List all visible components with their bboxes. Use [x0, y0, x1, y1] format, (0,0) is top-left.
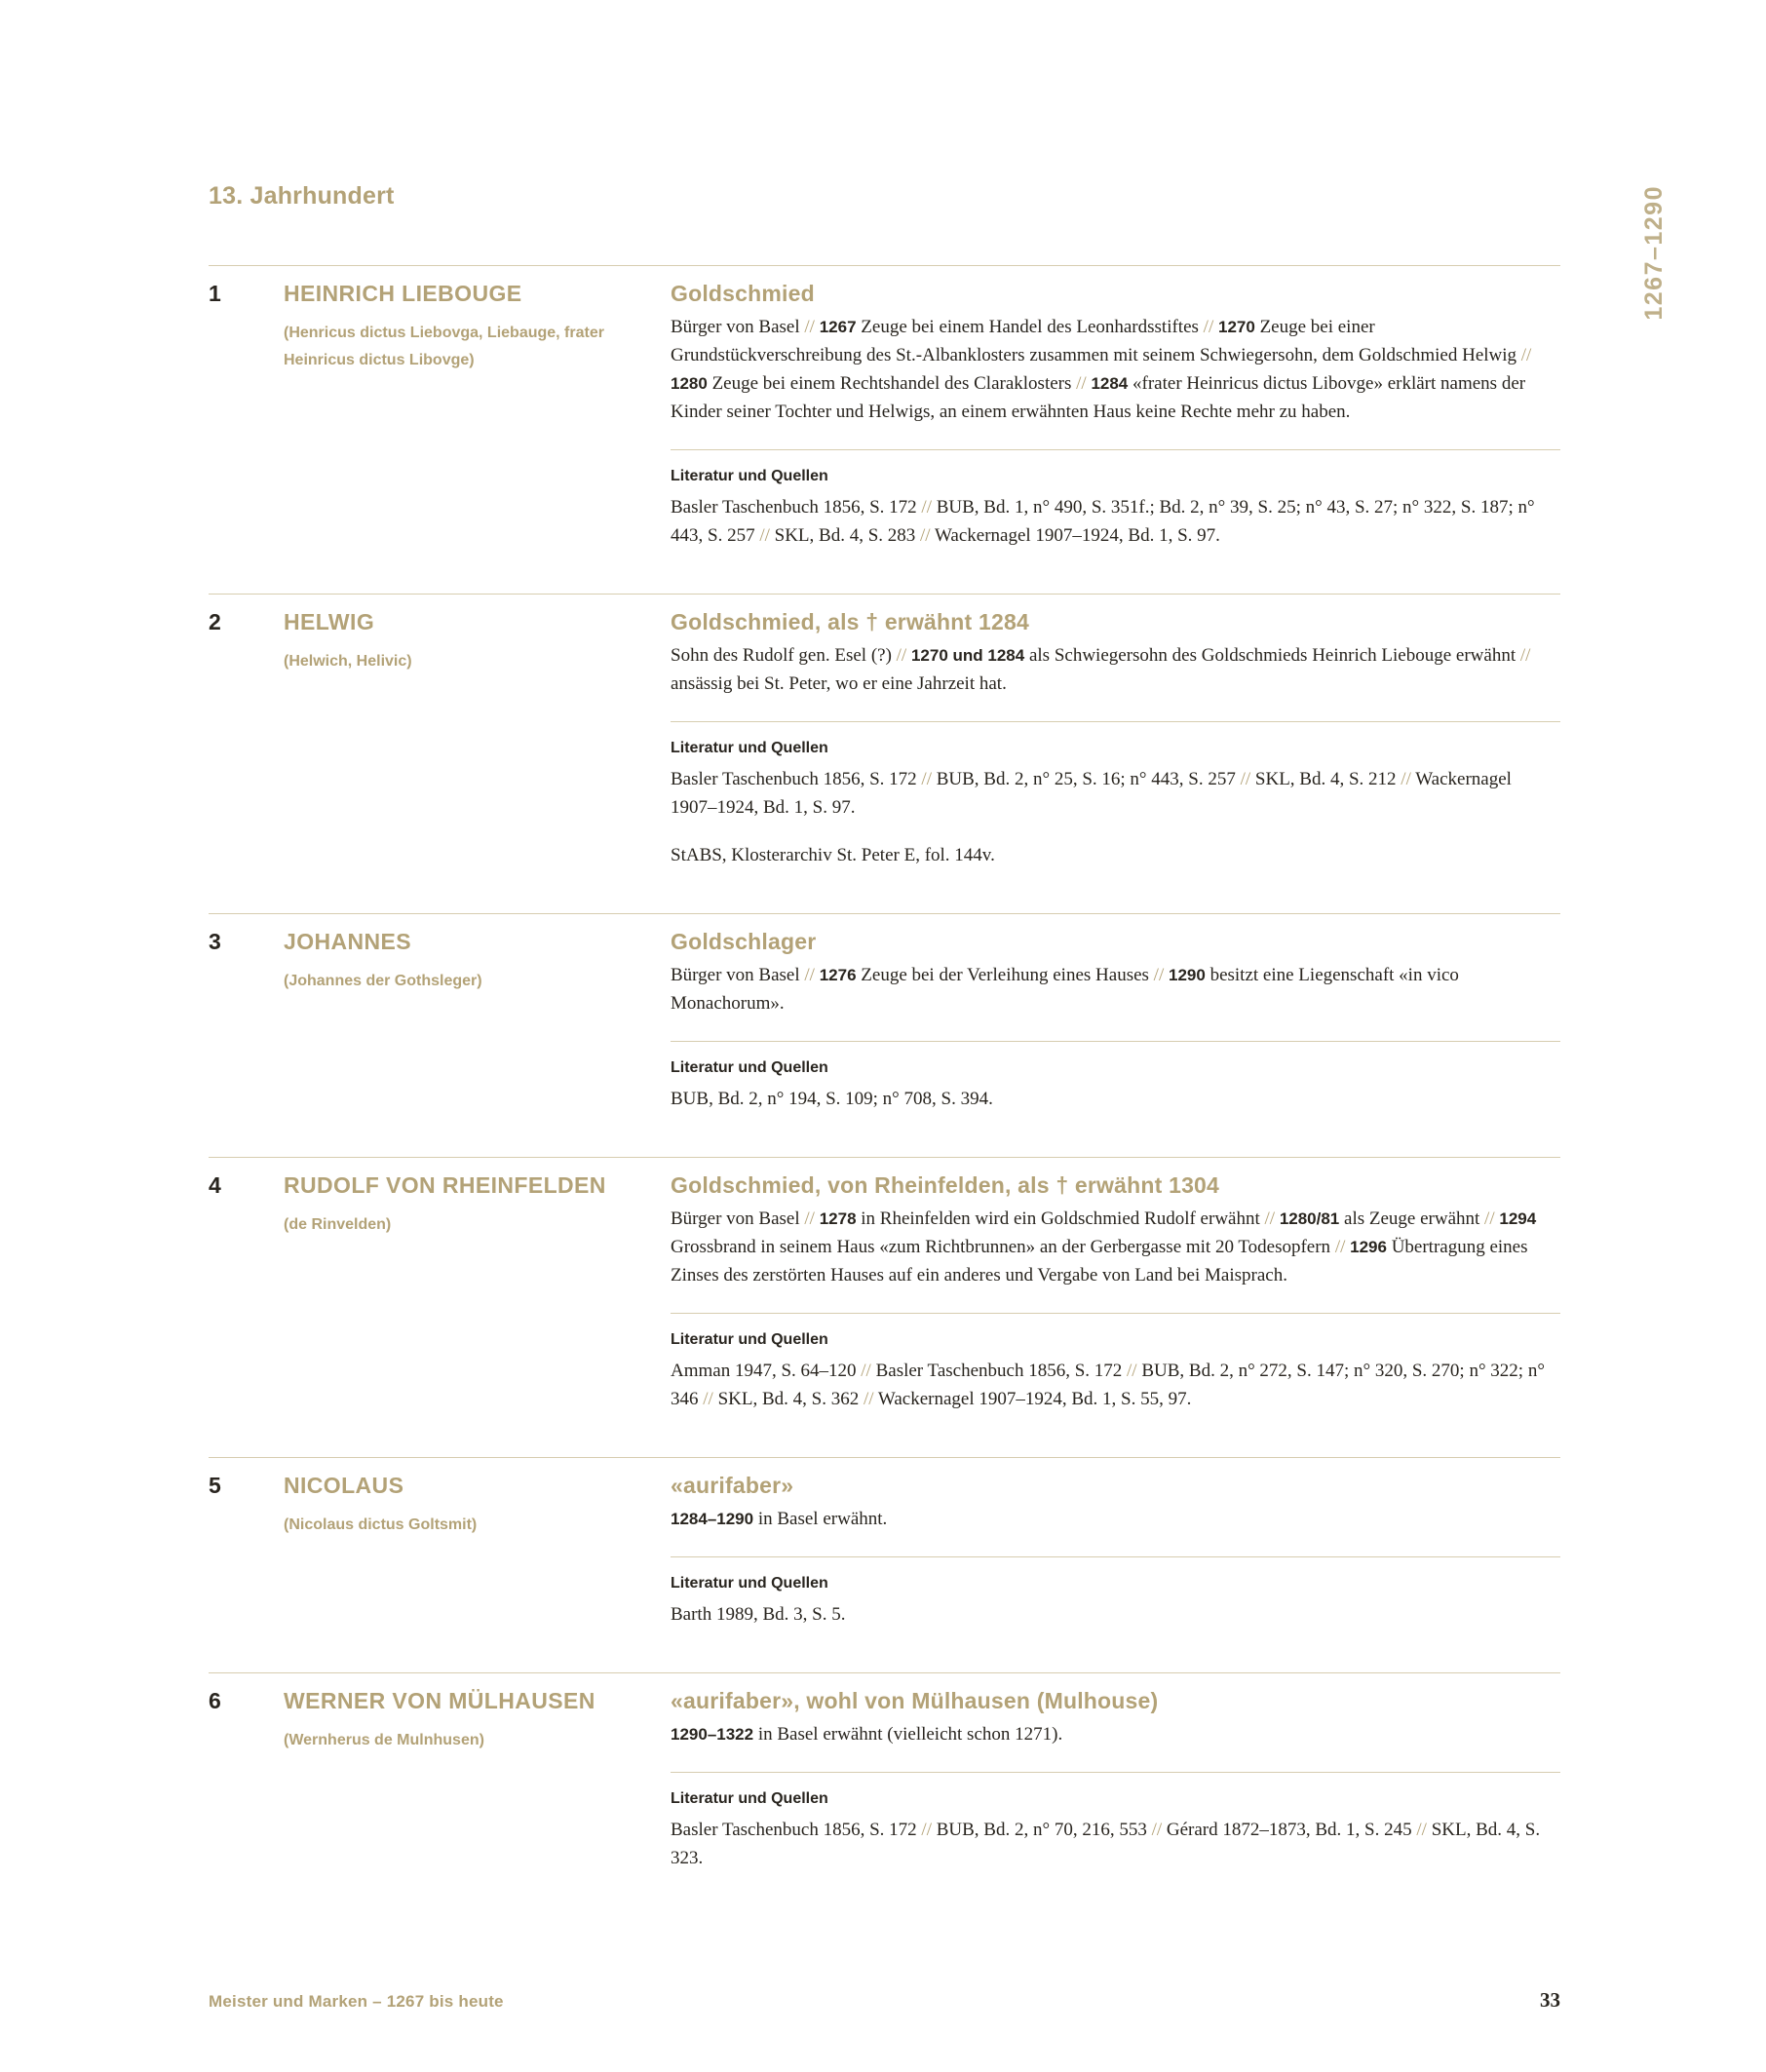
- literature-label: Literatur und Quellen: [671, 1575, 828, 1592]
- entry-row: [209, 594, 1560, 913]
- literature-label: Literatur und Quellen: [671, 468, 828, 484]
- entry-alt-names: (Henricus dictus Liebovga, Liebauge, frater Heinricus dictus Libovge): [284, 325, 604, 368]
- entry-description: Bürger von Basel // 1276 Zeuge bei der Verleihung eines Hauses // 1290 besitzt eine Liegenschaft «in vico Monachorum».: [671, 965, 1459, 1014]
- entry-name-cell: [284, 607, 671, 869]
- literature-divider: [671, 1772, 1560, 1773]
- entry-row: [209, 1457, 1560, 1672]
- entry-name-cell: [284, 927, 671, 1113]
- entry-name: WERNER VON MÜLHAUSEN: [284, 1688, 595, 1713]
- entry-name-cell: [284, 1471, 671, 1629]
- page-number: 33: [1540, 1988, 1560, 2012]
- entry-title: Goldschlager: [671, 929, 817, 954]
- entry-row: [209, 913, 1560, 1157]
- literature-divider: [671, 1556, 1560, 1557]
- entry-body: [671, 1471, 1560, 1629]
- literature-divider: [671, 1041, 1560, 1042]
- entry-name: RUDOLF VON RHEINFELDEN: [284, 1172, 606, 1198]
- entry-title: Goldschmied, von Rheinfelden, als † erwähnt 1304: [671, 1172, 1220, 1198]
- entry-body: [671, 1686, 1560, 1872]
- literature-divider: [671, 721, 1560, 722]
- literature-text: Barth 1989, Bd. 3, S. 5.: [671, 1604, 846, 1625]
- entry-title: Goldschmied, als † erwähnt 1284: [671, 609, 1029, 634]
- page-footer: [209, 1988, 1560, 2013]
- entry-body: [671, 1170, 1560, 1413]
- entry-description: Sohn des Rudolf gen. Esel (?) // 1270 und 1284 als Schwiegersohn des Goldschmieds Heinrich Liebouge erwähnt // ansässig bei St. Peter, wo er eine Jahrzeit hat.: [671, 645, 1531, 694]
- entry-number: 4: [209, 1172, 221, 1198]
- entry-name-cell: [284, 1170, 671, 1413]
- side-tab-year-range: 1267–1290: [1640, 185, 1668, 321]
- entry-description: 1290–1322 in Basel erwähnt (vielleicht schon 1271).: [671, 1724, 1063, 1745]
- literature-label: Literatur und Quellen: [671, 1059, 828, 1076]
- entry-description: Bürger von Basel // 1278 in Rheinfelden wird ein Goldschmied Rudolf erwähnt // 1280/81 als Zeuge erwähnt // 1294 Grossbrand in seinem Haus «zum Richtbrunnen» an der Gerbergasse mit 20 Todesopfern // 1296 Übertragung eines Zinses des zerstörten Hauses auf ein anderes und Vergabe von Land bei Maisprach.: [671, 1209, 1537, 1285]
- entry-name: NICOLAUS: [284, 1473, 404, 1498]
- entry-number: 6: [209, 1688, 221, 1713]
- entry-title: Goldschmied: [671, 281, 815, 306]
- entry-row: [209, 1157, 1560, 1457]
- literature-label: Literatur und Quellen: [671, 1331, 828, 1348]
- entry-number: 2: [209, 609, 221, 634]
- content-column: [209, 0, 1560, 1916]
- literature-text: Basler Taschenbuch 1856, S. 172 // BUB, Bd. 1, n° 490, S. 351f.; Bd. 2, n° 39, S. 25; n° 43, S. 27; n° 322, S. 187; n° 443, S. 257 // SKL, Bd. 4, S. 283 // Wackernagel 1907–1924, Bd. 1, S. 97.: [671, 497, 1535, 546]
- literature-label: Literatur und Quellen: [671, 740, 828, 756]
- entry-title: «aurifaber»: [671, 1473, 794, 1498]
- footer-title: Meister und Marken – 1267 bis heute: [209, 1992, 504, 2011]
- entry-alt-names: (de Rinvelden): [284, 1216, 392, 1233]
- entry-name: HEINRICH LIEBOUGE: [284, 281, 522, 306]
- literature-label: Literatur und Quellen: [671, 1790, 828, 1807]
- entry-body: [671, 279, 1560, 550]
- section-heading: 13. Jahrhundert: [209, 182, 395, 210]
- entry-body: [671, 607, 1560, 869]
- entry-alt-names: (Johannes der Gothsleger): [284, 973, 482, 989]
- entry-number: 1: [209, 281, 221, 306]
- entry-alt-names: (Wernherus de Mulnhusen): [284, 1732, 484, 1748]
- entry-name: JOHANNES: [284, 929, 412, 954]
- literature-divider: [671, 1313, 1560, 1314]
- entry-number: 3: [209, 929, 221, 954]
- entry-name-cell: [284, 1686, 671, 1872]
- entry-title: «aurifaber», wohl von Mülhausen (Mulhouse): [671, 1688, 1159, 1713]
- entry-row: [209, 265, 1560, 594]
- entry-alt-names: (Nicolaus dictus Goltsmit): [284, 1516, 478, 1533]
- entry-row: [209, 1672, 1560, 1916]
- literature-text: Basler Taschenbuch 1856, S. 172 // BUB, Bd. 2, n° 70, 216, 553 // Gérard 1872–1873, Bd. 1, S. 245 // SKL, Bd. 4, S. 323.: [671, 1820, 1541, 1868]
- literature-divider: [671, 449, 1560, 450]
- entry-alt-names: (Helwich, Helivic): [284, 653, 412, 670]
- literature-text: Amman 1947, S. 64–120 // Basler Taschenbuch 1856, S. 172 // BUB, Bd. 2, n° 272, S. 147; n° 320, S. 270; n° 322; n° 346 // SKL, Bd. 4, S. 362 // Wackernagel 1907–1924, Bd. 1, S. 55, 97.: [671, 1361, 1545, 1409]
- entry-name: HELWIG: [284, 609, 375, 634]
- source-text: StABS, Klosterarchiv St. Peter E, fol. 144v.: [671, 845, 995, 865]
- entry-body: [671, 927, 1560, 1113]
- entry-number: 5: [209, 1473, 221, 1498]
- literature-text: Basler Taschenbuch 1856, S. 172 // BUB, Bd. 2, n° 25, S. 16; n° 443, S. 257 // SKL, Bd. 4, S. 212 // Wackernagel 1907–1924, Bd. 1, S. 97.: [671, 769, 1512, 818]
- literature-text: BUB, Bd. 2, n° 194, S. 109; n° 708, S. 394.: [671, 1089, 993, 1109]
- entry-description: Bürger von Basel // 1267 Zeuge bei einem Handel des Leonhardsstiftes // 1270 Zeuge bei einer Grundstückverschreibung des St.-Albanklosters zusammen mit seinem Schwiegersohn, dem Goldschmied Helwig // 1280 Zeuge bei einem Rechtshandel des Claraklosters // 1284 «frater Heinricus dictus Libovge» erklärt namens der Kinder seiner Tochter und Helwigs, an einem erwähnten Haus keine Rechte mehr zu haben.: [671, 317, 1532, 422]
- entry-description: 1284–1290 in Basel erwähnt.: [671, 1509, 888, 1529]
- entry-name-cell: [284, 279, 671, 550]
